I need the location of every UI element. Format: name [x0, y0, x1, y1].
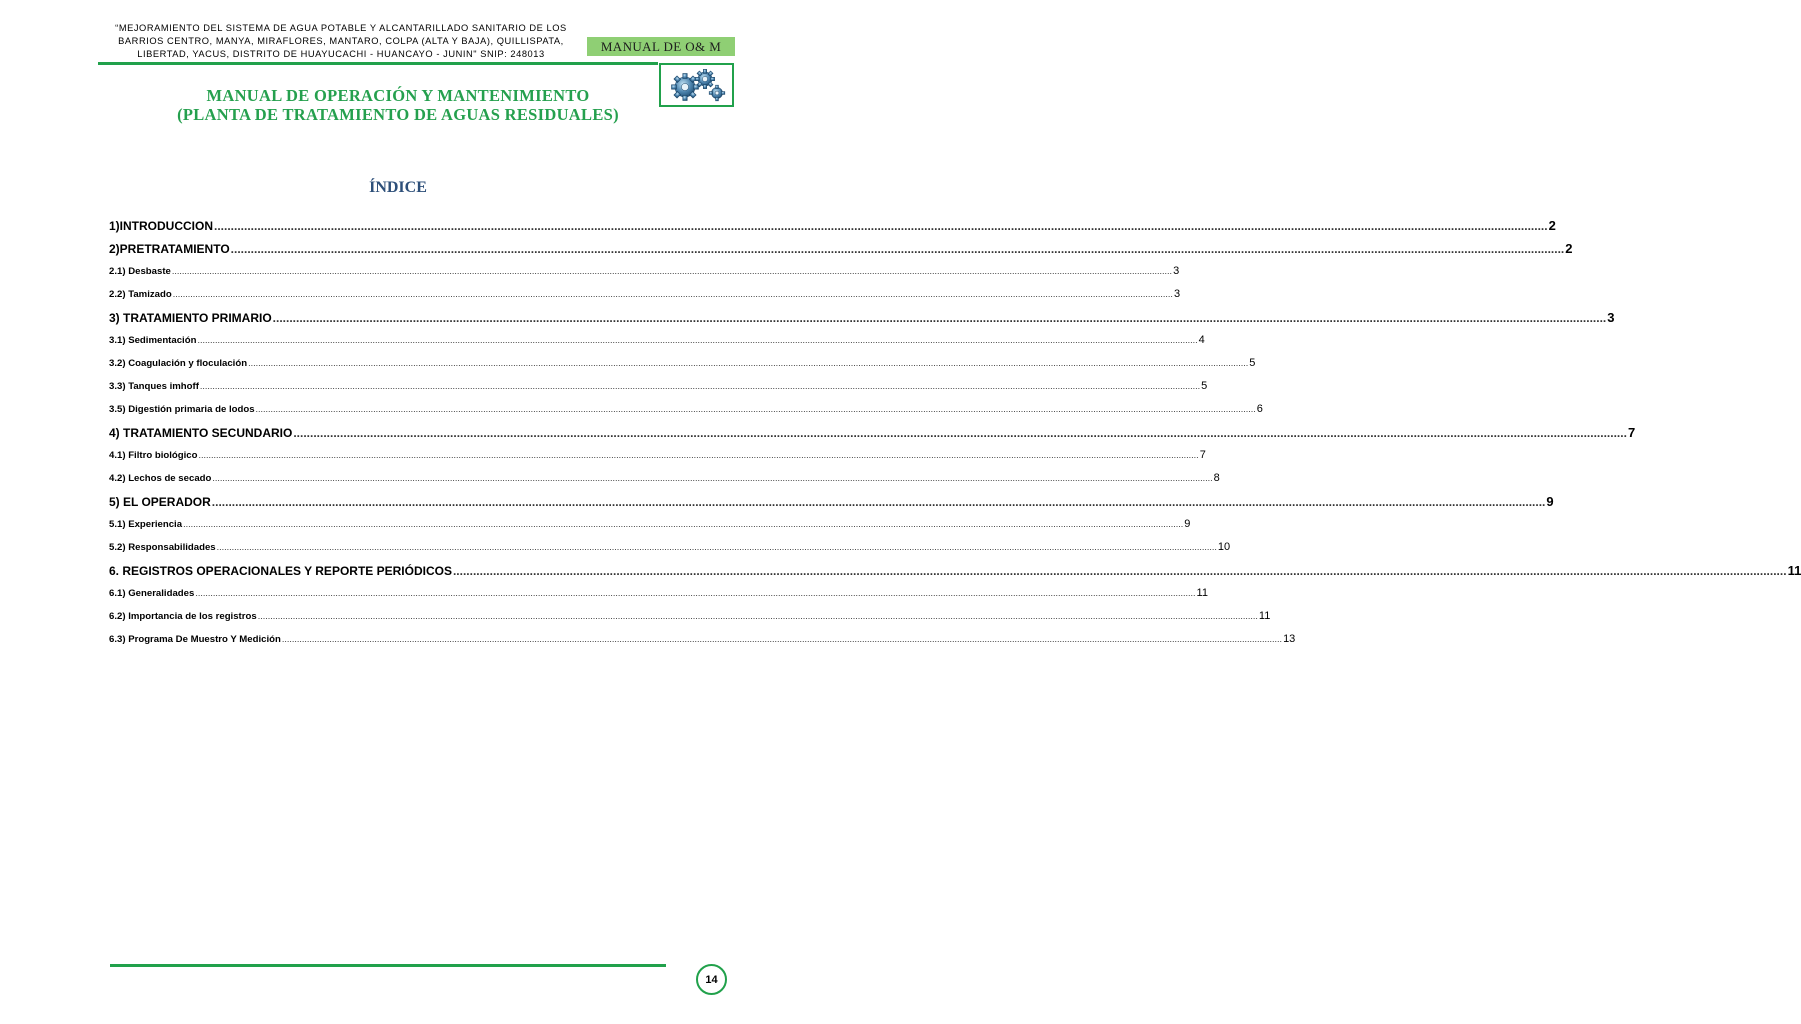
document-title: [100, 86, 696, 124]
toc-entry-label: 3.3) Tanques imhoff: [109, 381, 199, 392]
project-header-line: BARRIOS CENTRO, MANYA, MIRAFLORES, MANTARO, COLPA (ALTA Y BAJA), QUILLISPATA,: [118, 36, 564, 46]
toc-entry[interactable]: [109, 260, 1180, 283]
toc-entry-label: 4.2) Lechos de secado: [109, 473, 212, 484]
toc-entry[interactable]: [109, 214, 1556, 237]
toc-dot-leader: ................................................................................................................................................................................................................................................................................................................................................................................................................: [211, 495, 1546, 509]
toc-entry-page: 11: [1787, 563, 1801, 578]
toc-entry-page: 7: [1627, 425, 1636, 440]
document-title-line1: MANUAL DE OPERACIÓN Y MANTENIMIENTO: [206, 86, 590, 105]
toc-entry-page: 3: [1607, 310, 1615, 325]
toc-dot-leader: ................................................................................................................................................................................................................................................................................................................................................................................................................: [255, 404, 1256, 414]
toc-dot-leader: ................................................................................................................................................................................................................................................................................................................................................................................................................: [195, 588, 1196, 598]
toc-entry-page: 13: [1283, 633, 1296, 645]
toc-entry[interactable]: [109, 490, 1554, 513]
project-header-line: LIBERTAD, YACUS, DISTRITO DE HUAYUCACHI - HUANCAYO - JUNIN" SNIP: 248013: [137, 49, 545, 59]
toc-dot-leader: ................................................................................................................................................................................................................................................................................................................................................................................................................: [197, 335, 1198, 345]
toc-dot-leader: ................................................................................................................................................................................................................................................................................................................................................................................................................: [293, 426, 1627, 440]
toc-entry[interactable]: [109, 352, 1256, 375]
toc-entry-label: 3.1) Sedimentación: [109, 335, 197, 346]
toc-entry-label: 2.2) Tamizado: [109, 289, 172, 300]
toc-entry-label: 4) TRATAMIENTO SECUNDARIO: [109, 426, 293, 440]
toc-entry-page: 11: [1258, 610, 1271, 622]
toc-dot-leader: ................................................................................................................................................................................................................................................................................................................................................................................................................: [230, 242, 1565, 256]
toc-entry[interactable]: [109, 467, 1220, 490]
project-header: [100, 22, 582, 61]
toc-entry[interactable]: [109, 421, 1636, 444]
toc-entry[interactable]: [109, 559, 1801, 582]
toc-entry-page: 8: [1213, 472, 1220, 484]
toc-entry-label: 2)PRETRATAMIENTO: [109, 242, 230, 256]
toc-entry-page: 5: [1249, 357, 1256, 369]
toc-entry-page: 7: [1199, 449, 1206, 461]
toc-dot-leader: ................................................................................................................................................................................................................................................................................................................................................................................................................: [248, 358, 1249, 368]
toc-dot-leader: ................................................................................................................................................................................................................................................................................................................................................................................................................: [172, 289, 1173, 299]
manual-badge: MANUAL DE O& M: [587, 37, 735, 56]
toc-entry-page: 6: [1256, 403, 1263, 415]
toc-entry-page: 2: [1565, 241, 1573, 256]
toc-entry[interactable]: [109, 605, 1271, 628]
table-of-contents: [109, 214, 1801, 651]
toc-entry-label: 5.2) Responsabilidades: [109, 542, 216, 553]
toc-entry-label: 6.2) Importancia de los registros: [109, 611, 257, 622]
toc-entry-page: 3: [1173, 265, 1180, 277]
toc-entry[interactable]: [109, 329, 1205, 352]
toc-entry-page: 9: [1546, 494, 1554, 509]
toc-dot-leader: ................................................................................................................................................................................................................................................................................................................................................................................................................: [171, 266, 1173, 276]
toc-entry-page: 4: [1198, 334, 1205, 346]
toc-dot-leader: ................................................................................................................................................................................................................................................................................................................................................................................................................: [199, 381, 1201, 391]
toc-entry[interactable]: [109, 536, 1231, 559]
toc-dot-leader: ................................................................................................................................................................................................................................................................................................................................................................................................................: [212, 473, 1213, 483]
toc-entry[interactable]: [109, 444, 1206, 467]
toc-entry-page: 10: [1217, 541, 1231, 553]
toc-entry-label: 5.1) Experiencia: [109, 519, 183, 530]
toc-dot-leader: ................................................................................................................................................................................................................................................................................................................................................................................................................: [452, 564, 1787, 578]
toc-entry-label: 3.5) Digestión primaria de lodos: [109, 404, 255, 415]
document-title-line2: (PLANTA DE TRATAMIENTO DE AGUAS RESIDUALES): [177, 105, 619, 124]
header-divider: [98, 62, 658, 65]
toc-entry-page: 2: [1548, 218, 1556, 233]
toc-entry-label: 4.1) Filtro biológico: [109, 450, 198, 461]
page-number-badge: 14: [696, 964, 727, 995]
toc-dot-leader: ................................................................................................................................................................................................................................................................................................................................................................................................................: [272, 311, 1607, 325]
toc-entry-label: 6.1) Generalidades: [109, 588, 195, 599]
toc-entry-label: 3.2) Coagulación y floculación: [109, 358, 248, 369]
toc-entry-label: 5) EL OPERADOR: [109, 495, 211, 509]
toc-dot-leader: ................................................................................................................................................................................................................................................................................................................................................................................................................: [281, 634, 1283, 644]
toc-entry[interactable]: [109, 398, 1263, 421]
toc-entry[interactable]: [109, 513, 1191, 536]
toc-dot-leader: ................................................................................................................................................................................................................................................................................................................................................................................................................: [216, 542, 1217, 552]
toc-entry-label: 2.1) Desbaste: [109, 266, 171, 277]
toc-entry-page: 11: [1196, 587, 1208, 599]
toc-entry[interactable]: [109, 283, 1181, 306]
toc-entry-page: 9: [1184, 518, 1191, 530]
toc-entry[interactable]: [109, 306, 1615, 329]
footer-divider: [110, 964, 666, 967]
toc-entry[interactable]: [109, 628, 1296, 651]
toc-entry-label: 3) TRATAMIENTO PRIMARIO: [109, 311, 272, 325]
toc-entry-label: 1)INTRODUCCION: [109, 219, 213, 233]
toc-dot-leader: ................................................................................................................................................................................................................................................................................................................................................................................................................: [257, 611, 1258, 621]
toc-entry-label: 6. REGISTROS OPERACIONALES Y REPORTE PERIÓDICOS: [109, 564, 452, 578]
toc-entry-page: 5: [1201, 380, 1208, 392]
project-header-line: “MEJORAMIENTO DEL SISTEMA DE AGUA POTABLE Y ALCANTARILLADO SANITARIO DE LOS: [115, 23, 567, 33]
toc-entry[interactable]: [109, 375, 1208, 398]
toc-entry-page: 3: [1173, 288, 1181, 300]
toc-entry[interactable]: [109, 582, 1208, 605]
toc-dot-leader: ................................................................................................................................................................................................................................................................................................................................................................................................................: [198, 450, 1199, 460]
toc-entry[interactable]: [109, 237, 1573, 260]
toc-dot-leader: ................................................................................................................................................................................................................................................................................................................................................................................................................: [214, 219, 1548, 233]
toc-entry-label: 6.3) Programa De Muestro Y Medición: [109, 634, 281, 645]
toc-dot-leader: ................................................................................................................................................................................................................................................................................................................................................................................................................: [183, 519, 1184, 529]
index-heading: ÍNDICE: [369, 179, 427, 196]
